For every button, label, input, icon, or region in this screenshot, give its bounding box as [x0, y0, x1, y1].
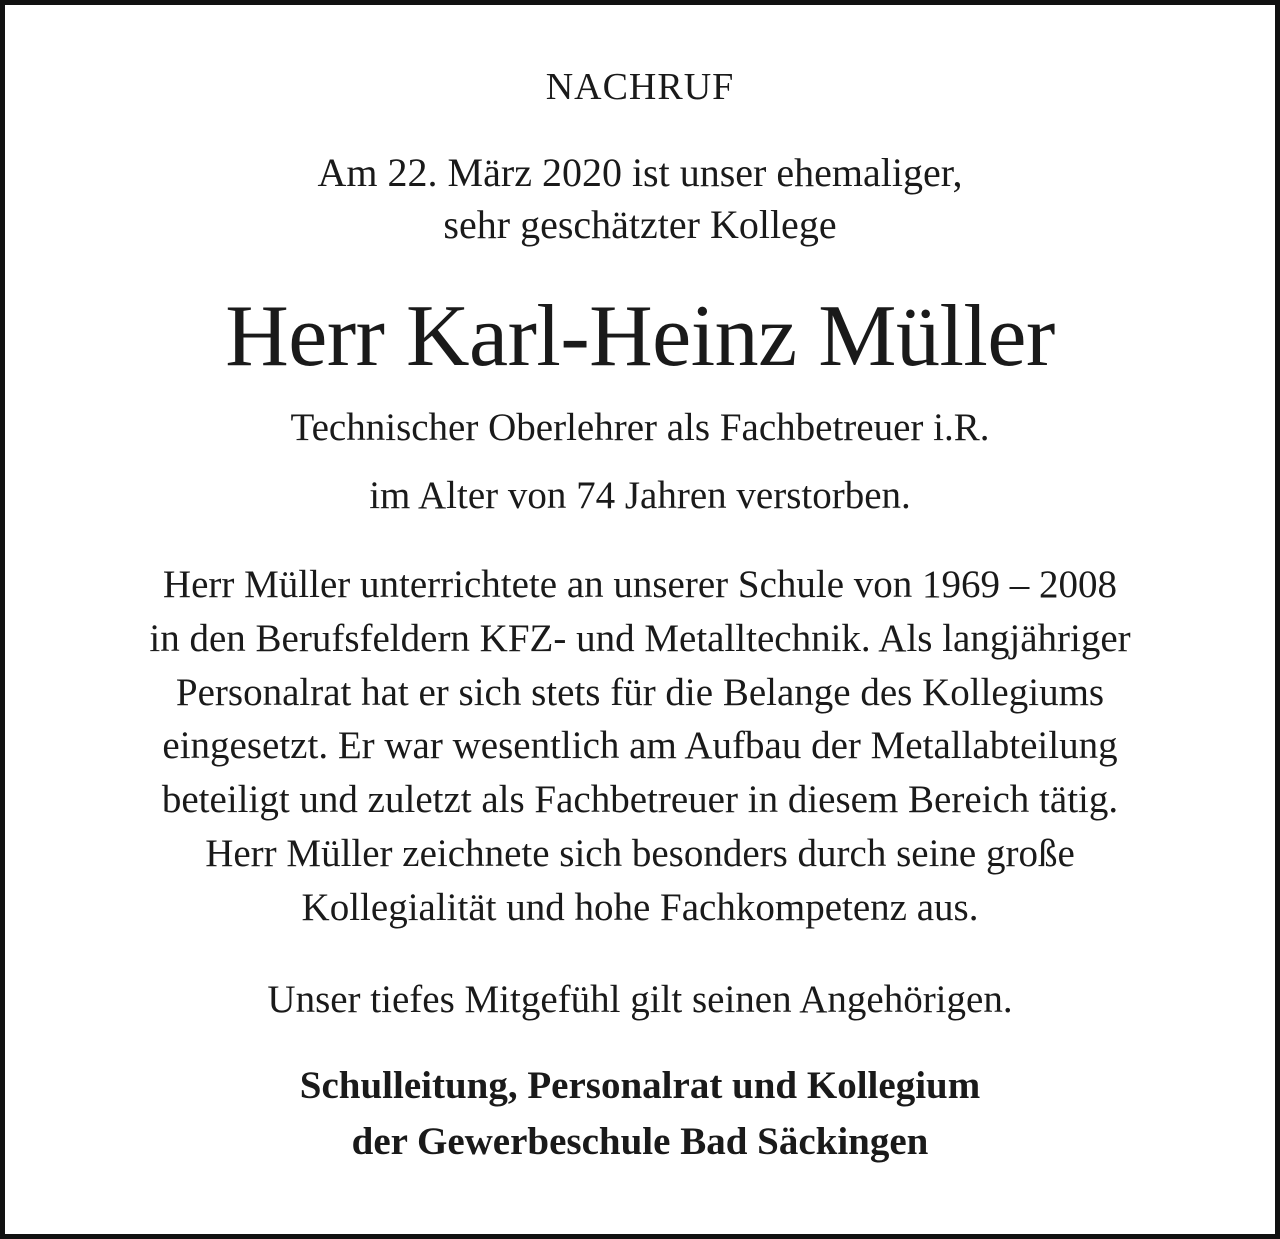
deceased-name: Herr Karl-Heinz Müller [225, 288, 1055, 385]
intro-line: sehr geschätzter Kollege [443, 202, 837, 247]
notice-heading: NACHRUF [545, 66, 735, 108]
tribute-line: eingesetzt. Er war wesentlich am Aufbau der Metallabteilung [162, 724, 1118, 768]
tribute-line: Herr Müller unterrichtete an unserer Schule von 1969 – 2008 [162, 563, 1118, 606]
intro-line: Am 22. März 2020 ist unser ehemaliger, [317, 150, 963, 195]
age-statement: im Alter von 74 Jahren verstorben. [369, 474, 911, 517]
tribute-paragraph [40, 558, 1240, 935]
tribute-line: Kollegialität und hohe Fachkompetenz aus. [301, 885, 979, 929]
job-title: Technischer Oberlehrer als Fachbetreuer i.R. [290, 406, 990, 449]
tribute-line: Herr Müller zeichnete sich besonders durch seine große [205, 831, 1075, 875]
signature-line: der Gewerbeschule Bad Säckingen [351, 1120, 929, 1163]
condolence-statement: Unser tiefes Mitgefühl gilt seinen Angehörigen. [267, 978, 1013, 1021]
tribute-line: in den Berufsfeldern KFZ- und Metalltechnik. Als langjähriger [149, 616, 1131, 660]
signature-line: Schulleitung, Personalrat und Kollegium [299, 1064, 981, 1107]
tribute-line: Personalrat hat er sich stets für die Belange des Kollegiums [175, 670, 1105, 714]
tribute-line: beteiligt und zuletzt als Fachbetreuer in diesem Bereich tätig. [161, 778, 1119, 822]
